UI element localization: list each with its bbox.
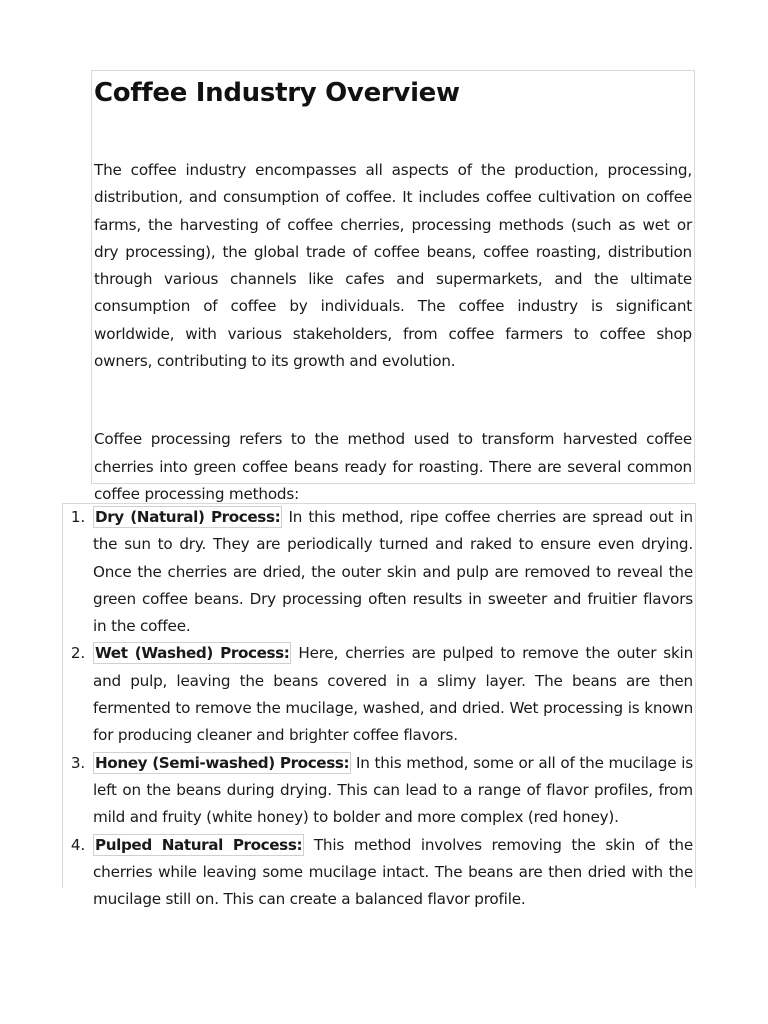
list-item xyxy=(63,750,695,832)
method-description: In this method, some or all of the mucilage is left on the beans during drying. This can lead to a range of flavor profiles, from mild and fruity (white honey) to bolder and more complex (red honey). xyxy=(93,753,693,827)
method-term: Dry (Natural) Process: xyxy=(95,508,281,526)
list-item xyxy=(63,832,695,914)
list-item-number: 2. xyxy=(70,644,85,663)
processing-methods-section xyxy=(62,503,696,909)
method-term: Wet (Washed) Process: xyxy=(95,644,290,663)
method-term: Pulped Natural Process: xyxy=(95,835,303,854)
intro-section xyxy=(91,70,695,503)
processing-methods-list xyxy=(63,504,695,913)
list-item-number: 3. xyxy=(70,753,85,772)
list-item xyxy=(63,640,695,749)
method-description: Here, cherries are pulped to remove the outer skin and pulp, leaving the beans covered in a slimy layer. The beans are then fermented to remove the mucilage, washed, and dried. Wet processing is known for producing cleaner and brighter coffee flavors. xyxy=(93,644,693,745)
list-item xyxy=(63,504,695,640)
list-item-number: 1. xyxy=(70,508,85,526)
processing-intro-paragraph: Coffee processing refers to the method used to transform harvested coffee cherries into green coffee beans ready for roasting. There are several common coffee processing methods: xyxy=(94,430,692,503)
document-title: Coffee Industry Overview xyxy=(94,78,460,108)
method-term: Honey (Semi-washed) Process: xyxy=(95,753,350,772)
method-description: This method involves removing the skin of the cherries while leaving some mucilage intact. The beans are then dried with the mucilage still on. This can create a balanced flavor profile. xyxy=(93,835,693,909)
industry-paragraph: The coffee industry encompasses all aspects of the production, processing, distribution, and consumption of coffee. It includes coffee cultivation on coffee farms, the harvesting of coffee cherries, processing methods (such as wet or dry processing), the global trade of coffee beans, coffee roasting, distribution through various channels like cafes and supermarkets, and the ultimate consumption of coffee by individuals. The coffee industry is significant worldwide, with various stakeholders, from coffee farmers to coffee shop owners, contributing to its growth and evolution. xyxy=(94,161,692,371)
list-item-number: 4. xyxy=(70,835,85,854)
method-description: In this method, ripe coffee cherries are spread out in the sun to dry. They are periodically turned and raked to ensure even drying. Once the cherries are dried, the outer skin and pulp are removed to reveal the green coffee beans. Dry processing often results in sweeter and fruitier flavors in the coffee. xyxy=(93,508,693,636)
